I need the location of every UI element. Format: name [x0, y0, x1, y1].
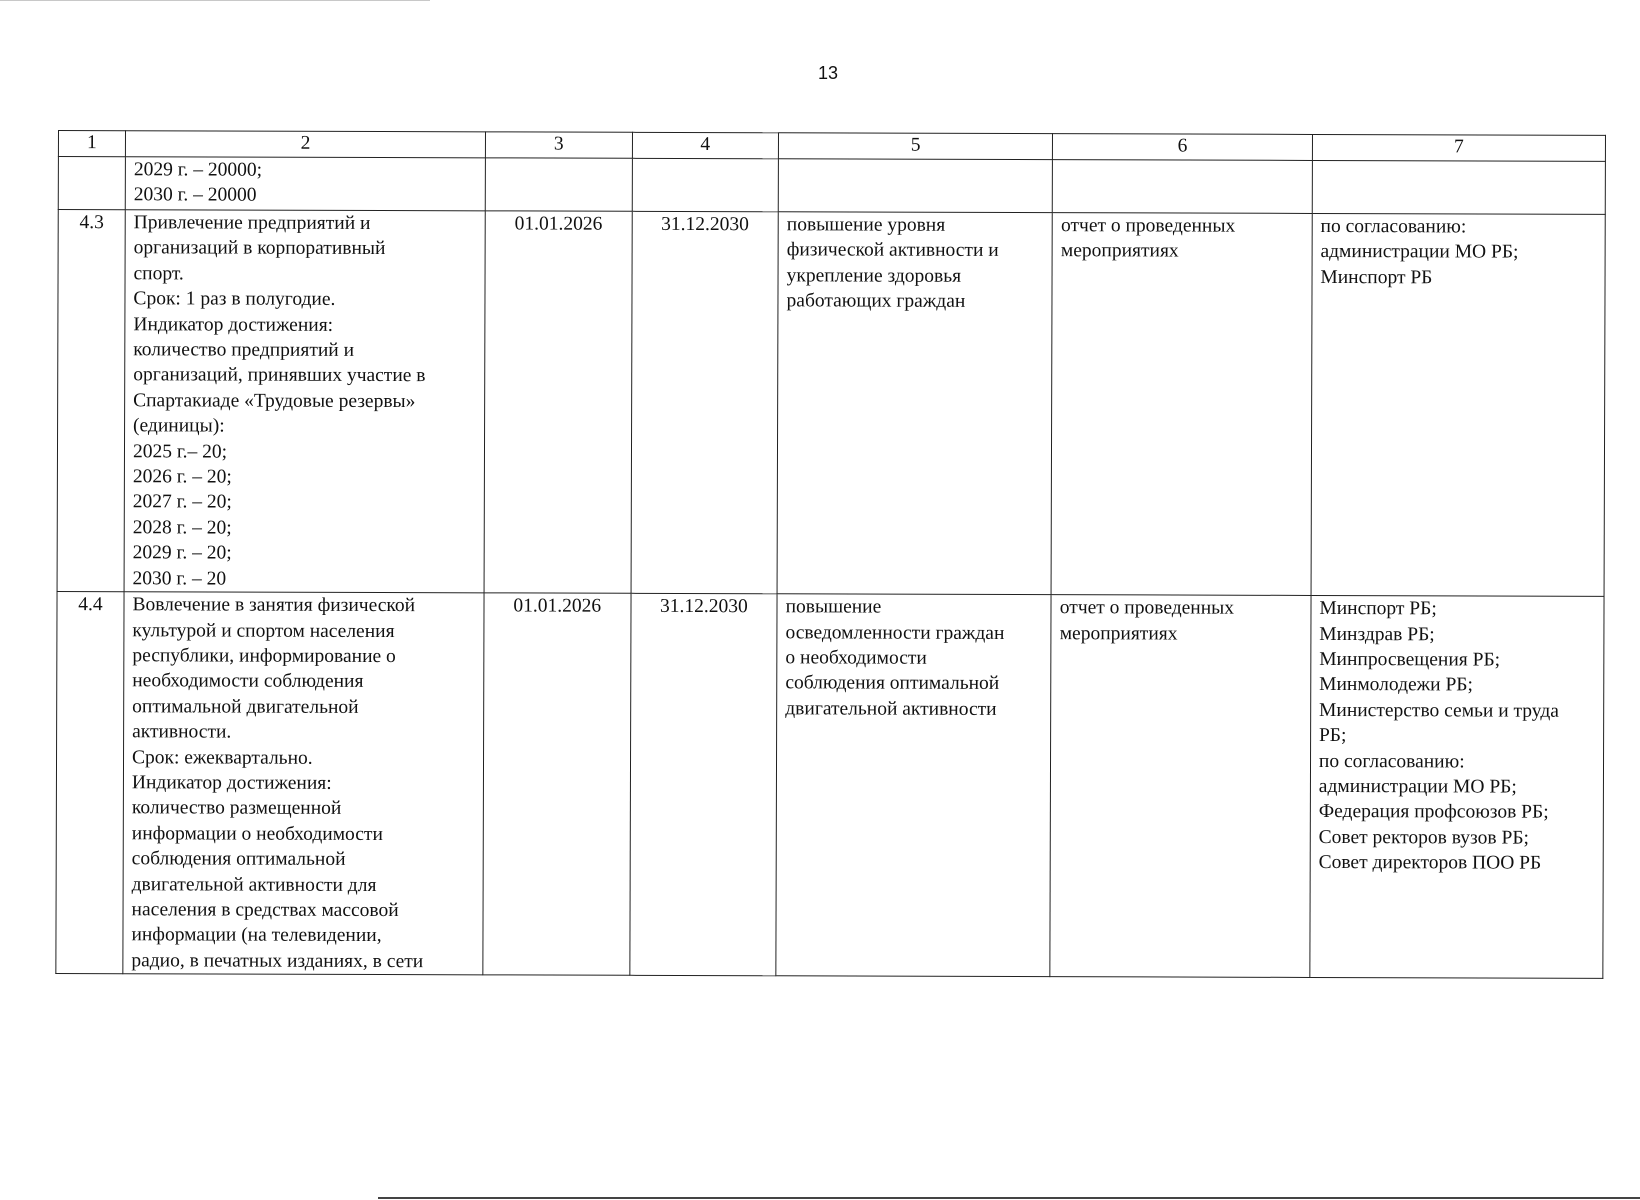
task-line: республики, информирование о: [132, 645, 396, 667]
task-line: (единицы):: [133, 415, 225, 437]
start-date: 01.01.2026: [484, 211, 632, 594]
responsible-line: Минмолодежи РБ;: [1319, 674, 1473, 696]
result-line: соблюдения оптимальной: [785, 672, 1000, 695]
task-line: 2028 г. – 20;: [132, 517, 232, 539]
task-line: Срок: 1 раз в полугодие.: [133, 288, 336, 311]
column-header: 7: [1312, 134, 1605, 161]
responsible-line: Совет ректоров вузов РБ;: [1318, 826, 1529, 849]
result-line: двигательной активности: [785, 698, 997, 720]
task-line: Привлечение предприятий и: [133, 212, 371, 234]
page-number: 13: [817, 63, 839, 83]
task-line: населения в средствах массовой: [131, 899, 399, 922]
result-line: укрепление здоровья: [786, 265, 962, 287]
row-number: 4.4: [56, 592, 124, 974]
task-line: 2026 г. – 20;: [132, 466, 232, 488]
column-header: 3: [485, 132, 632, 158]
responsible-line: РБ;: [1318, 725, 1347, 747]
task-line: Срок: ежеквартально.: [131, 746, 313, 769]
column-header: 4: [632, 132, 779, 158]
responsible-line: Совет директоров ПОО РБ: [1318, 852, 1542, 874]
responsible-cell: [1312, 160, 1605, 214]
task-line: 2029 г. – 20;: [132, 542, 232, 564]
result-line: работающих граждан: [786, 290, 966, 313]
column-header: 6: [1053, 134, 1313, 161]
result-cell: [776, 594, 1051, 977]
responsible-line: по согласованию:: [1318, 750, 1465, 772]
task-line: оптимальной двигательной: [132, 695, 359, 718]
task-line: соблюдения оптимальной: [131, 848, 346, 871]
report-line: мероприятиях: [1060, 240, 1179, 262]
report-cell: [1053, 160, 1313, 214]
column-header: 1: [58, 131, 125, 157]
task-line: двигательной активности для: [131, 873, 377, 896]
task-line: организаций, принявших участие в: [133, 364, 426, 387]
result-line: повышение: [785, 596, 882, 618]
row-number: 4.3: [57, 210, 125, 592]
start-date: 01.01.2026: [483, 593, 631, 976]
report-cell: [1050, 595, 1311, 978]
task-line: культурой и спортом населения: [132, 619, 395, 642]
task-line: Спартакиаде «Трудовые резервы»: [133, 390, 416, 412]
responsible-line: Минспорт РБ;: [1319, 598, 1437, 620]
task-line: Индикатор достижения:: [133, 313, 334, 336]
scan-edge-line: [0, 0, 430, 1]
responsible-line: администрации МО РБ;: [1318, 775, 1517, 798]
report-line: отчет о проведенных: [1060, 215, 1236, 237]
task-line: Индикатор достижения:: [131, 772, 332, 794]
responsible-line: администрации МО РБ;: [1320, 241, 1519, 263]
end-date: 31.12.2030: [629, 593, 777, 976]
table-row: [56, 592, 1604, 979]
task-line: организаций в корпоративный: [133, 237, 386, 260]
task-line: количество предприятий и: [133, 339, 355, 361]
responsible-line: Федерация профсоюзов РБ;: [1318, 801, 1549, 824]
task-line: 2025 г.– 20;: [132, 440, 228, 463]
task-line: радио, в печатных изданиях, в сети: [131, 950, 424, 972]
task-line: Вовлечение в занятия физической: [132, 594, 416, 617]
task-line: 2030 г. – 20000: [133, 184, 257, 207]
responsible-line: Министерство семьи и труда: [1319, 699, 1559, 722]
task-cell: [124, 210, 485, 593]
row-number: [58, 157, 125, 210]
result-line: о необходимости: [785, 647, 927, 669]
responsible-cell: [1311, 213, 1605, 596]
task-line: спорт.: [133, 263, 184, 285]
end-date: [632, 158, 779, 211]
report-line: мероприятиях: [1059, 622, 1178, 645]
task-line: необходимости соблюдения: [132, 670, 364, 693]
column-header: 5: [779, 133, 1053, 160]
task-line: активности.: [132, 721, 232, 743]
task-line: 2027 г. – 20;: [132, 491, 232, 514]
plan-table: [55, 130, 1606, 979]
start-date: [485, 158, 632, 211]
result-line: повышение уровня: [786, 214, 946, 236]
responsible-line: по согласованию:: [1320, 215, 1467, 238]
task-line: информации (на телевидении,: [131, 924, 382, 947]
task-line: 2029 г. – 20000;: [133, 159, 263, 181]
result-cell: [778, 159, 1052, 213]
column-header: 2: [125, 131, 485, 158]
task-cell: [125, 157, 485, 211]
result-line: осведомленности граждан: [785, 621, 1005, 644]
task-line: количество размещенной: [131, 797, 342, 820]
table-row: [57, 210, 1605, 597]
table-row: [58, 157, 1605, 215]
scan-edge-line: [378, 1197, 1640, 1199]
report-line: отчет о проведенных: [1059, 597, 1235, 619]
result-cell: [777, 212, 1052, 595]
responsible-line: Минспорт РБ: [1320, 266, 1433, 289]
responsible-line: Минпросвещения РБ;: [1319, 648, 1501, 671]
responsible-cell: [1310, 596, 1604, 979]
end-date: 31.12.2030: [631, 211, 779, 594]
report-cell: [1051, 213, 1312, 596]
task-line: информации о необходимости: [131, 822, 383, 845]
result-line: физической активности и: [786, 239, 999, 262]
responsible-line: Минздрав РБ;: [1319, 623, 1435, 645]
task-cell: [123, 592, 484, 975]
task-line: 2030 г. – 20: [132, 567, 227, 590]
